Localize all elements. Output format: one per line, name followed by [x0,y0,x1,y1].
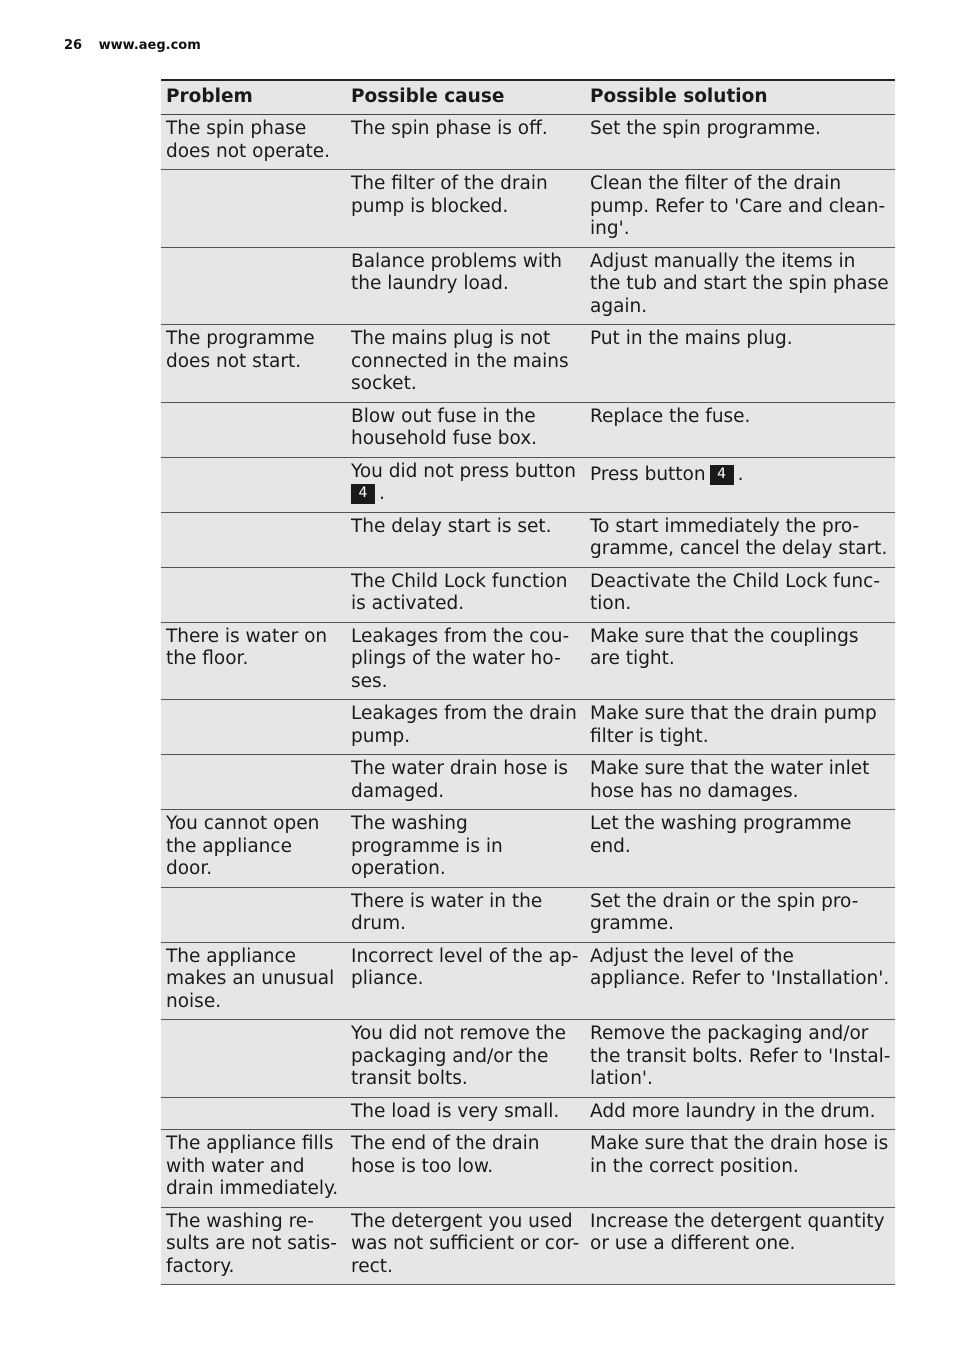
solution-cell: Deactivate the Child Lock func-tion. [585,567,895,622]
table-row [161,1097,895,1130]
problem-cell: The appliance makes an unusual noise. [161,942,346,1020]
solution-cell: Remove the packaging and/or the transit bolts. Refer to 'Instal-lation'. [585,1020,895,1098]
table-row [161,755,895,810]
table-row [161,887,895,942]
solution-cell: Make sure that the water inlet hose has no damages. [585,755,895,810]
table-row [161,402,895,457]
table-row [161,942,895,1020]
cause-cell: The filter of the drain pump is blocked. [346,170,585,248]
page-header [64,38,201,53]
problem-cell [161,1097,346,1130]
table-header-row [161,80,895,115]
cause-cell: The Child Lock function is activated. [346,567,585,622]
problem-cell [161,402,346,457]
cause-cell: You did not remove the packaging and/or the transit bolts. [346,1020,585,1098]
solution-cell: Let the washing programme end. [585,810,895,888]
button-4-key-icon: 4 [710,465,734,485]
cause-cell: The washing programme is in operation. [346,810,585,888]
table-row [161,247,895,325]
problem-cell [161,700,346,755]
cause-cell: Balance problems with the laundry load. [346,247,585,325]
problem-cell [161,512,346,567]
solution-cell: Increase the detergent quantity or use a different one. [585,1207,895,1285]
solution-cell: Set the drain or the spin pro-gramme. [585,887,895,942]
solution-cell: Adjust the level of the appliance. Refer to 'Installation'. [585,942,895,1020]
cause-cell: Blow out fuse in the household fuse box. [346,402,585,457]
page-number: 26 [64,38,83,53]
solution-cell: Put in the mains plug. [585,325,895,403]
solution-text: Press button [590,463,706,485]
website-url: www.aeg.com [98,38,201,53]
cause-text: You did not press button [351,460,576,482]
problem-cell: There is water on the floor. [161,622,346,700]
cause-cell: There is water in the drum. [346,887,585,942]
solution-cell [585,457,895,512]
table-row [161,810,895,888]
problem-cell: The appliance fills with water and drain immediately. [161,1130,346,1208]
table-row [161,1020,895,1098]
cause-cell: The detergent you used was not sufficient or cor-rect. [346,1207,585,1285]
column-header-cause: Possible cause [346,80,585,115]
problem-cell [161,1020,346,1098]
problem-cell: The programme does not start. [161,325,346,403]
table-row [161,512,895,567]
troubleshooting-table [161,79,895,1285]
problem-cell [161,567,346,622]
problem-cell [161,247,346,325]
table-row [161,170,895,248]
problem-cell: The washing re-sults are not satis-factory. [161,1207,346,1285]
cause-cell: Leakages from the cou-plings of the water ho-ses. [346,622,585,700]
table-row [161,457,895,512]
cause-cell: The load is very small. [346,1097,585,1130]
problem-cell [161,457,346,512]
table-row [161,567,895,622]
cause-cell: The water drain hose is damaged. [346,755,585,810]
problem-cell [161,755,346,810]
problem-cell: The spin phase does not operate. [161,115,346,170]
troubleshooting-table-wrapper [161,79,895,1285]
column-header-problem: Problem [161,80,346,115]
problem-cell [161,887,346,942]
solution-cell: Make sure that the drain hose is in the correct position. [585,1130,895,1208]
solution-cell: To start immediately the pro-gramme, cancel the delay start. [585,512,895,567]
button-4-key-icon: 4 [351,484,375,504]
table-row [161,1130,895,1208]
solution-cell: Add more laundry in the drum. [585,1097,895,1130]
problem-cell: You cannot open the appliance door. [161,810,346,888]
cause-cell: The end of the drain hose is too low. [346,1130,585,1208]
solution-cell: Make sure that the drain pump filter is tight. [585,700,895,755]
problem-cell [161,170,346,248]
cause-cell [346,457,585,512]
solution-suffix: . [737,463,744,485]
table-row [161,1207,895,1285]
table-row [161,115,895,170]
table-row [161,325,895,403]
solution-cell: Adjust manually the items in the tub and start the spin phase again. [585,247,895,325]
solution-cell: Replace the fuse. [585,402,895,457]
solution-cell: Make sure that the couplings are tight. [585,622,895,700]
solution-cell: Set the spin programme. [585,115,895,170]
column-header-solution: Possible solution [585,80,895,115]
cause-cell: The delay start is set. [346,512,585,567]
cause-suffix: . [379,483,385,504]
cause-cell: Incorrect level of the ap-pliance. [346,942,585,1020]
table-row [161,622,895,700]
solution-cell: Clean the filter of the drain pump. Refer to 'Care and clean-ing'. [585,170,895,248]
cause-cell: Leakages from the drain pump. [346,700,585,755]
cause-cell: The spin phase is off. [346,115,585,170]
cause-cell: The mains plug is not connected in the mains socket. [346,325,585,403]
table-row [161,700,895,755]
